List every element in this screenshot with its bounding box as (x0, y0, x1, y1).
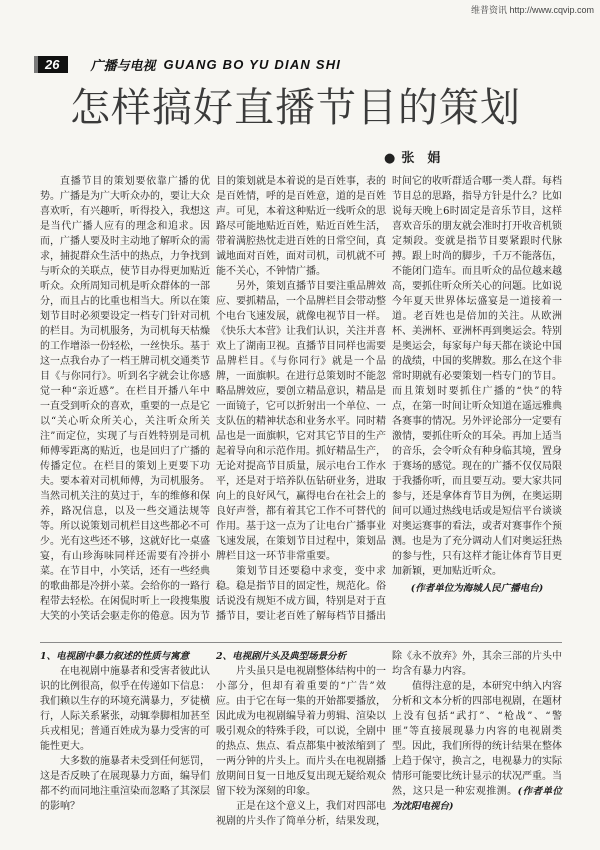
previous-article-body (40, 649, 562, 829)
author-bullet: ● (384, 151, 396, 166)
section-header (34, 55, 341, 73)
author-byline (384, 147, 440, 166)
article-title: 怎样搞好直播节目的策划 (70, 85, 521, 131)
author-name: 张 娟 (401, 151, 441, 166)
author-affiliation: (作者单位为沈阳电视台) (392, 786, 562, 812)
author-affiliation: (作者单位为海城人民广播电台) (410, 583, 544, 594)
paragraph-text: 值得注意的是，本研究中纳入内容分析和文本分析的四部电视剧，在题材上没有包括“武打”、“枪战”、“警匪”等直接展现暴力内容的电视剧类型。因此，我们所得的统计结果在整体上趋于保守，换言之，电视暴力的实际情形可能要比统计显示的状况严重。当然，这只是一种宏观推测。 (392, 681, 562, 797)
section-title-cn: 广播与电视 (90, 57, 156, 73)
page-number-badge: 26 (34, 56, 68, 73)
article-paragraph: 策划节目还要稳中求变，变中求稳。稳是指节目的固定性，规范化。俗话说没有规矩不成方圆，特别是对于直播节目，要让老百姓了解每档节目播出时间它的收听群适合哪一类人群。每档节目总的思路，指导方针是什么？比如说每天晚上6时固定是音乐节目，这样喜欢音乐的朋友就会准时打开收音机锁定频段。变就是指节目要紧跟时代脉搏。跟上时尚的脚步，千万不能落伍，不能闭门造车。而且听众的品位越来越高，要抓住听众所关心的问题。比如说今年夏天世界体坛盛宴是一道接着一道。老百姓也是倍加的关注。从欧洲杯、美洲杯、亚洲杯再到奥运会。特别是奥运会，每家每户每天都在谈论中国的战绩，中国的奖牌数。那么在这个非常时期就有必要策划一档专门的节目。而且策划时要抓住广播的“快”的特点，在第一时间让听众知道在遥远雅典各赛事的情况。另外评论部分一定要有激情，要抓住听众的耳朵。再加上适当的音乐，会令听众有种身临其境，置身于赛场的感觉。现在的广播不仅仅局限于我播你听，而且要互动。要大家共同参与，还是拿体育节目为例，在奥运期间可以通过热线电话或是短信平台谈谈对奥运赛事的看法，或者对赛事作个预测。也是为了充分调动人们对奥运狂热的参与性，只有这样才能让体育节目更加新颖，更加贴近听众。 (216, 176, 562, 622)
article-paragraph: 大多数的施暴者未受到任何惩罚，这是否反映了在展现暴力方面，编导们都不约而同地注重渲染而忽略了其深层的影响？ (40, 756, 210, 812)
section-divider (40, 642, 562, 643)
article-body (40, 174, 562, 624)
section-heading: 1、电视剧中暴力叙述的性质与寓意 (40, 651, 190, 662)
article-paragraph: 正是在这个意义上，我们对四部电视剧的片头作了简单分析，结果发现，除《永不放弃》外，其余三部的片头中均含有暴力内容。 (216, 651, 562, 827)
section-title-pinyin: GUANG BO YU DIAN SHI (163, 56, 342, 72)
article-paragraph: 另外，策划直播节目要注重品牌效应、要抓精品，一个品牌栏目会带动整个电台飞速发展，就像电视节目一样。《快乐大本营》让我们认识，关注并喜欢上了湖南卫视。直播节目同样也需要品牌栏目。《与你同行》就是一个品牌，一面旗帜。在进行总策划时不能忽略品牌效应，要创立精品意识，精品是一面镜子，它可以折射出一个单位、一支队伍的精神状态和业务水平。同时精品也是一面旗帜，它对其它节目的生产起着导向和示范作用。抓好精品生产，无论对提高节目质量，展示电台工作水平，还是对于培养队伍钻研业务，进取向上的良好风气，赢得电台在社会上的良好声誉，都有着其它工作不可替代的作用。基于这一点为了让电台广播事业飞速发展，在策划节目过程中，策划品牌栏目这一环节非常重要。 (216, 281, 386, 562)
article-paragraph (392, 679, 562, 814)
article-paragraph: 直播节目的策划要依靠广播的优势。广播是为广大听众办的，要让大众喜欢听，有兴趣听，听得投入，我想这是当代广播人应有的理念和追求。因而，广播人要及时主动地了解听众的需求，捕捉群众生活中的热点，力争找到与听众的关联点，使节目办得更加贴近听众。众所周知司机是听众群体的一部分，而且占的比重也相当大。所以在策划节目时必须要设定一档专门针对司机的栏目。为司机服务，为司机每天枯燥的工作增添一份轻松，一丝快乐。基于这一点我台办了一档王牌司机交通类节目《与你同行》。听到名字就会让你感觉一种“亲近感”。在栏目开播八年中一直受到听众的喜欢，重要的一点是它以“关心听众所关心，关注听众所关注”而定位，实现了与百姓特别是司机师傅零距离的贴近，也是回归了广播的传播定位。在栏目的策划上更要下功夫。要本着对司机师傅，为司机服务。当然司机关注的莫过于，车的维修和保养，路况信息，以及一些交通法规等等。所以说策划司机栏目这些都必不可少。光有这些还不够，这就好比一桌盛宴，有山珍海味同样还需要有冷拼小菜。在节目中，小笑话，还有一些经典的歌曲都是冷拼小菜。会给你的一路行程带去轻松。在闲侃时听上一段搜集腹大笑的小笑话会驱走你的倦意。因为节目的策划就是本着说的是百姓事，表的是百姓情，呼的是百姓意，道的是百姓声。可见，本着这种贴近一线听众的思路尽可能地贴近百姓，贴近百姓生活，带着满腔热忱走进百姓的日常空间，真诚地面对百姓，面对司机，司机就不可能不关心，不钟情广播。 (40, 176, 386, 622)
article-paragraph: 在电视剧中施暴者和受害者彼此认识的比例很高，似乎在传递如下信息：我们赖以生存的环境充满暴力，歹徒横行，人际关系紧张，动辄拳脚相加甚至兵戎相见；普通百姓成为暴力受害的可能性更大。 (40, 666, 210, 752)
article-section (216, 649, 562, 829)
section-heading: 2、电视剧片头及典型场景分析 (216, 651, 347, 662)
article-paragraph: 片头虽只是电视剧整体结构中的一小部分，但却有着重要的“广告”效应。由于它在每一集的开始都要播放，因此成为电视剧编导着力剪辑、渲染以吸引观众的特殊手段，可以说，全剧中的热点、焦点、看点都集中被浓缩到了一两分钟的片头上。而片头在电视剧播放期间日复一日地反复出现无疑给观众留下较为深刻的印象。 (216, 666, 386, 797)
watermark-url: 维普资讯 http://www.cqvip.com (470, 5, 594, 15)
article-section (40, 649, 210, 814)
